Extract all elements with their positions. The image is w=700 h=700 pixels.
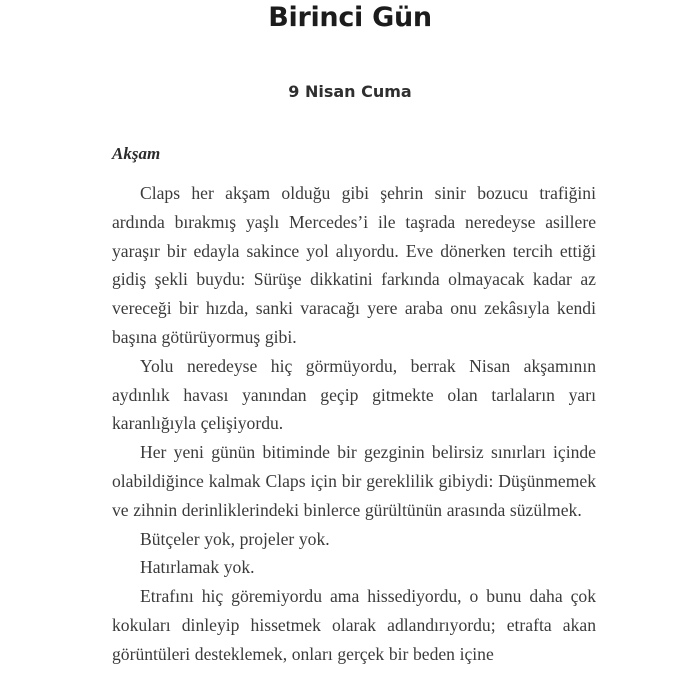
chapter-title: Birinci Gün	[268, 2, 432, 33]
body-paragraph: Etrafını hiç göremiyordu ama hissediyordu, o bunu daha çok kokuları dinleyip hissetmek olarak adlandırıyordu; etrafta akan görüntüleri desteklemek, onları gerçek bir beden içine	[112, 586, 596, 664]
body-paragraph: Bütçeler yok, projeler yok.	[140, 528, 330, 549]
body-paragraph: Yolu neredeyse hiç görmüyordu, berrak Nisan akşamının aydınlık havası yanından geçip gitmekte olan tarlaların yarı karanlığıyla çelişiyordu.	[112, 355, 596, 434]
text-column	[112, 143, 596, 669]
body-paragraph: Claps her akşam olduğu gibi şehrin sinir bozucu trafiğini ardında bırakmış yaşlı Mercedes’i ile taşrada neredeyse asillere yaraşır bir edayla sakince yol alıyordu. Eve dönerken tercih ettiği gidiş şekli buydu: Sürüşe dikkatini farkında olmayacak kadar az vereceği bir hızda, sanki varacağı yere araba onu zekâsıyla kendi başına götürüyormuş gibi.	[112, 183, 596, 347]
body-paragraph: Her yeni günün bitiminde bir gezginin belirsiz sınırları içinde olabildiğince kalmak Claps için bir gereklilik gibiydi: Düşünmemek ve zihnin derinliklerindeki binlerce gürültünün arasında süzülmek.	[112, 442, 596, 520]
chapter-date: 9 Nisan Cuma	[288, 82, 412, 101]
section-heading-aksam: Akşam	[112, 144, 161, 163]
body-paragraph: Hatırlamak yok.	[140, 557, 255, 578]
